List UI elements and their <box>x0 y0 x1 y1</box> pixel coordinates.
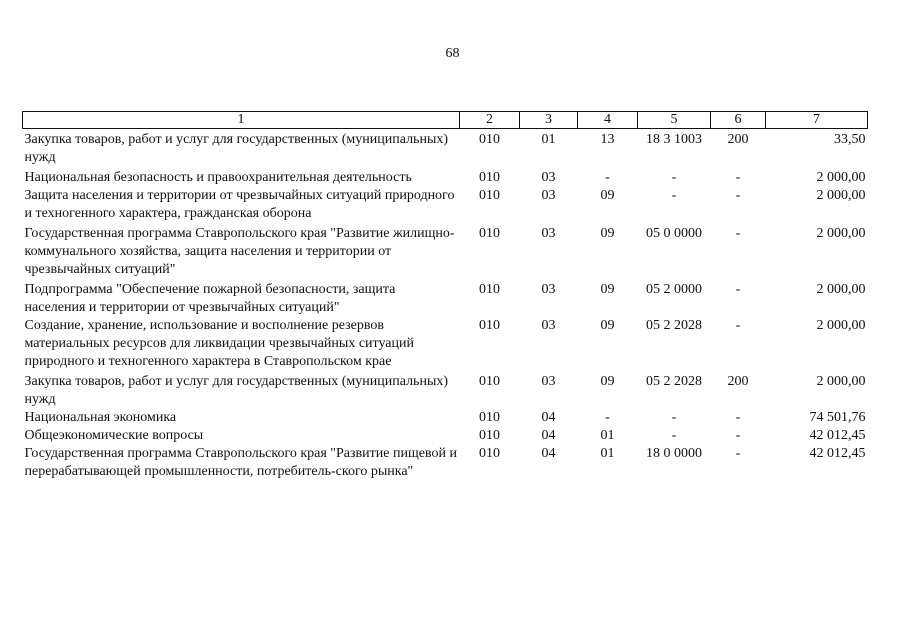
table-row <box>23 129 868 168</box>
row-col-6: - <box>735 446 741 461</box>
column-header-2: 2 <box>460 112 520 129</box>
row-col-4: 09 <box>600 318 615 333</box>
row-description: Государственная программа Ставропольского края "Развитие жилищно-коммунального хозяйства, защита населения и территории от чрезвычайных ситуаций" <box>24 226 455 277</box>
row-col-6: 200 <box>727 374 749 389</box>
column-header-7: 7 <box>766 112 868 129</box>
row-col-4: 09 <box>600 188 615 203</box>
row-col-2: 010 <box>479 132 500 147</box>
row-col-2: 010 <box>479 318 500 333</box>
table-row <box>23 223 868 279</box>
row-col-4: - <box>605 170 610 185</box>
row-col-7: 2 000,00 <box>816 374 866 389</box>
row-col-3: 04 <box>541 446 556 461</box>
row-col-2: 010 <box>479 410 500 425</box>
table-row <box>23 187 868 223</box>
row-description: Подпрограмма "Обеспечение пожарной безопасности, защита населения и территории от чрезвычайных ситуаций" <box>24 282 396 315</box>
row-col-7: 74 501,76 <box>809 410 866 425</box>
row-description: Закупка товаров, работ и услуг для государственных (муниципальных) нужд <box>24 374 449 407</box>
row-col-6: 200 <box>727 132 749 147</box>
row-col-3: 04 <box>541 410 556 425</box>
row-col-5: 05 2 0000 <box>646 282 702 297</box>
row-col-4: 13 <box>600 132 615 147</box>
row-col-7: 2 000,00 <box>816 170 866 185</box>
row-col-6: - <box>735 188 741 203</box>
row-col-3: 04 <box>541 428 556 443</box>
table-row <box>23 371 868 409</box>
row-description: Создание, хранение, использование и восполнение резервов материальных ресурсов для ликвидации чрезвычайных ситуаций природного и техногенного характера в Ставропольском крае <box>24 318 414 369</box>
row-col-2: 010 <box>479 282 500 297</box>
row-col-4: 09 <box>600 282 615 297</box>
row-col-7: 42 012,45 <box>809 446 866 461</box>
row-col-4: 01 <box>600 446 615 461</box>
page-number: 68 <box>445 46 460 61</box>
row-description: Закупка товаров, работ и услуг для государственных (муниципальных) нужд <box>24 132 449 165</box>
row-col-3: 03 <box>541 226 556 241</box>
row-col-6: - <box>735 428 741 443</box>
column-header-1: 1 <box>23 112 460 129</box>
row-col-2: 010 <box>479 446 500 461</box>
row-col-2: 010 <box>479 226 500 241</box>
row-col-5: 05 2 2028 <box>646 318 702 333</box>
column-header-3: 3 <box>520 112 578 129</box>
row-col-3: 03 <box>541 282 556 297</box>
row-col-3: 03 <box>541 170 556 185</box>
table-row <box>23 317 868 371</box>
row-col-6: - <box>735 170 741 185</box>
table-row <box>23 445 868 481</box>
budget-table <box>22 111 868 481</box>
row-col-6: - <box>735 282 741 297</box>
row-col-6: - <box>735 410 741 425</box>
table-row <box>23 427 868 445</box>
row-col-5: 18 0 0000 <box>646 446 702 461</box>
row-description: Национальная безопасность и правоохранительная деятельность <box>24 170 412 185</box>
row-col-5: - <box>671 170 677 185</box>
row-col-7: 2 000,00 <box>816 188 866 203</box>
row-col-6: - <box>735 318 741 333</box>
row-col-3: 03 <box>541 188 556 203</box>
row-col-6: - <box>735 226 741 241</box>
row-description: Национальная экономика <box>24 410 177 425</box>
column-header-4: 4 <box>578 112 638 129</box>
row-col-2: 010 <box>479 188 500 203</box>
row-col-4: 09 <box>600 374 615 389</box>
row-col-2: 010 <box>479 374 500 389</box>
row-col-5: - <box>671 188 677 203</box>
row-col-5: - <box>671 428 677 443</box>
row-col-3: 03 <box>541 374 556 389</box>
column-header-6: 6 <box>711 112 766 129</box>
row-col-5: 05 0 0000 <box>646 226 702 241</box>
row-col-5: 18 3 1003 <box>646 132 702 147</box>
row-col-5: - <box>671 410 677 425</box>
row-col-7: 2 000,00 <box>816 282 866 297</box>
row-col-4: 09 <box>600 226 615 241</box>
table-row <box>23 409 868 427</box>
column-header-5: 5 <box>638 112 711 129</box>
row-col-3: 03 <box>541 318 556 333</box>
row-col-7: 42 012,45 <box>809 428 866 443</box>
table-row <box>23 279 868 317</box>
row-description: Общеэкономические вопросы <box>24 428 204 443</box>
row-col-5: 05 2 2028 <box>646 374 702 389</box>
row-col-4: - <box>605 410 610 425</box>
row-col-7: 2 000,00 <box>816 318 866 333</box>
row-description: Защита населения и территории от чрезвычайных ситуаций природного и техногенного характера, гражданская оборона <box>24 188 455 221</box>
row-col-4: 01 <box>600 428 615 443</box>
row-description: Государственная программа Ставропольского края "Развитие пищевой и перерабатывающей промышленности, потребитель-ского рынка" <box>24 446 457 479</box>
header-row <box>23 112 868 129</box>
row-col-7: 33,50 <box>834 132 866 147</box>
row-col-3: 01 <box>541 132 556 147</box>
row-col-2: 010 <box>479 170 500 185</box>
row-col-2: 010 <box>479 428 500 443</box>
table-row <box>23 167 868 187</box>
row-col-7: 2 000,00 <box>816 226 866 241</box>
